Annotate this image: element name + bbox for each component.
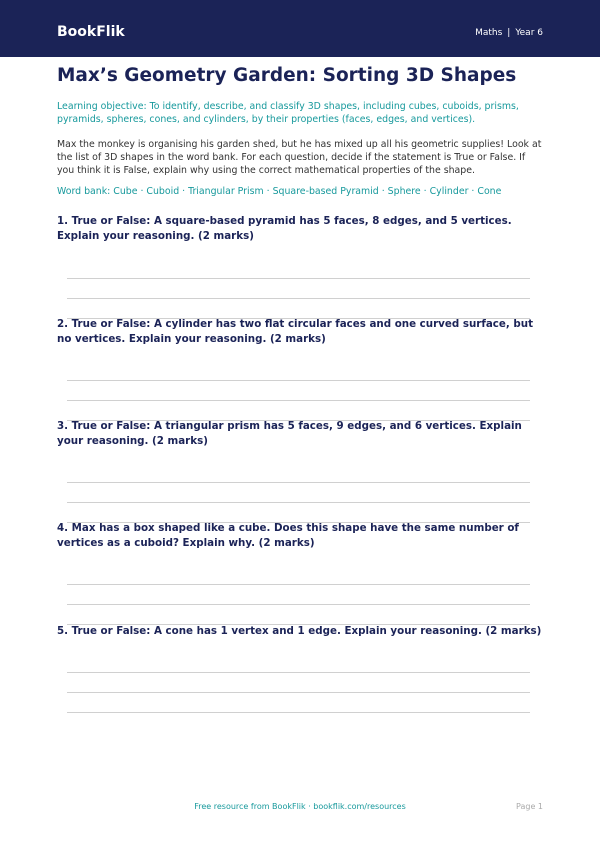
- question-1: [57, 214, 543, 244]
- answer-line[interactable]: [67, 482, 530, 483]
- answer-line[interactable]: [67, 298, 530, 299]
- subject-label: Maths: [475, 28, 503, 38]
- page-header: [0, 0, 600, 57]
- question-4: [57, 521, 543, 551]
- question-text: 5. True or False: A cone has 1 vertex and 1 edge. Explain your reasoning. (2 marks): [57, 625, 542, 637]
- question-2: [57, 317, 543, 347]
- intro-paragraph: Max the monkey is organising his garden shed, but he has mixed up all his geometric supplies! Look at the list of 3D shapes in the word bank. For each question, decide if the statement is True or False. If you think it is False, explain why using the correct mathematical properties of the shape.: [57, 139, 542, 176]
- question-text: 1. True or False: A square-based pyramid has 5 faces, 8 edges, and 5 vertices. Explain your reasoning. (2 marks): [57, 215, 512, 242]
- question-5: [57, 624, 543, 639]
- learning-objective: Learning objective: To identify, describe, and classify 3D shapes, including cubes, cuboids, prisms, pyramids, spheres, cones, and cylinders, by their properties (faces, edges, and vertices).: [57, 101, 519, 125]
- answer-line[interactable]: [67, 584, 530, 585]
- subject-separator: |: [507, 28, 511, 38]
- answer-line[interactable]: [67, 604, 530, 605]
- answer-line[interactable]: [67, 380, 530, 381]
- question-text: 4. Max has a box shaped like a cube. Does this shape have the same number of vertices as a cuboid? Explain why. (2 marks): [57, 522, 519, 549]
- subject-year-label: [475, 27, 543, 39]
- brand-logo-text: BookFlik: [57, 24, 125, 40]
- answer-line[interactable]: [67, 672, 530, 673]
- answer-line[interactable]: [67, 278, 530, 279]
- question-text: 2. True or False: A cylinder has two flat circular faces and one curved surface, but no vertices. Explain your reasoning. (2 marks): [57, 318, 533, 345]
- word-bank: Word bank: Cube · Cuboid · Triangular Prism · Square-based Pyramid · Sphere · Cylinder · Cone: [57, 186, 502, 197]
- answer-line[interactable]: [67, 712, 530, 713]
- answer-line[interactable]: [67, 502, 530, 503]
- answer-line[interactable]: [67, 400, 530, 401]
- worksheet-title: Max’s Geometry Garden: Sorting 3D Shapes: [57, 65, 517, 86]
- footer-resource-link[interactable]: Free resource from BookFlik · bookflik.com/resources: [194, 802, 406, 811]
- year-label: Year 6: [515, 28, 543, 38]
- question-text: 3. True or False: A triangular prism has 5 faces, 9 edges, and 6 vertices. Explain your reasoning. (2 marks): [57, 420, 522, 447]
- answer-line[interactable]: [67, 692, 530, 693]
- page-number: Page 1: [516, 802, 543, 811]
- question-3: [57, 419, 543, 449]
